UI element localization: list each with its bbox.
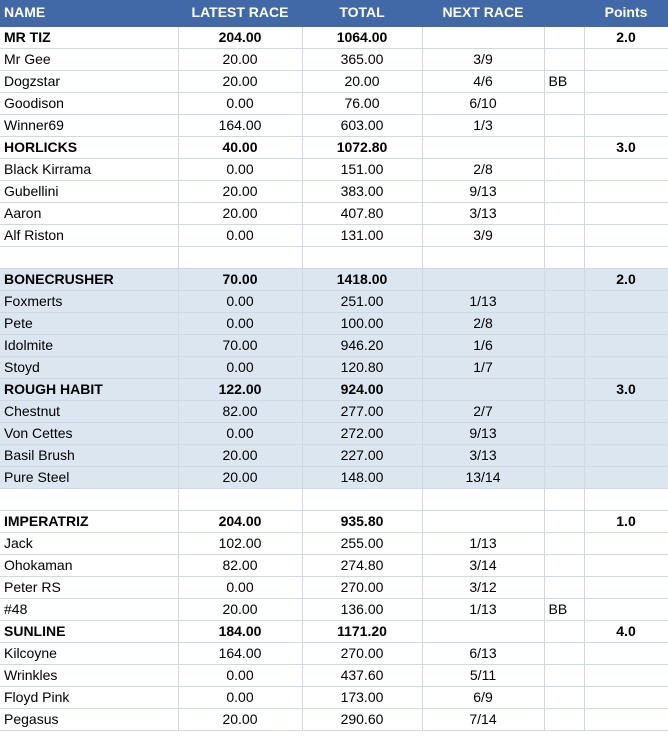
header-name[interactable]: NAME — [0, 0, 178, 26]
cell-points[interactable] — [584, 554, 668, 576]
cell-extra[interactable] — [544, 576, 584, 598]
cell-next-race[interactable] — [422, 268, 544, 290]
header-extra[interactable] — [544, 0, 584, 26]
cell-name[interactable]: Von Cettes — [0, 422, 178, 444]
cell-total[interactable]: 924.00 — [302, 378, 422, 400]
cell-next-race[interactable]: 1/13 — [422, 290, 544, 312]
table-row — [0, 114, 668, 136]
cell-total[interactable]: 1064.00 — [302, 26, 422, 48]
cell-name[interactable]: BONECRUSHER — [0, 268, 178, 290]
cell-points[interactable] — [584, 532, 668, 554]
empty-cell[interactable] — [178, 246, 302, 268]
spacer-row — [0, 246, 668, 268]
cell-latest-race[interactable]: 82.00 — [178, 554, 302, 576]
cell-latest-race[interactable]: 204.00 — [178, 510, 302, 532]
table-row — [0, 158, 668, 180]
cell-name[interactable]: Mr Gee — [0, 48, 178, 70]
cell-latest-race[interactable]: 0.00 — [178, 356, 302, 378]
cell-points[interactable] — [584, 70, 668, 92]
cell-extra[interactable] — [544, 114, 584, 136]
cell-extra[interactable] — [544, 224, 584, 246]
cell-name[interactable]: Basil Brush — [0, 444, 178, 466]
cell-points[interactable]: 3.0 — [584, 136, 668, 158]
cell-extra[interactable] — [544, 26, 584, 48]
empty-cell[interactable] — [544, 246, 584, 268]
cell-points[interactable]: 1.0 — [584, 510, 668, 532]
spacer-row — [0, 488, 668, 510]
cell-next-race[interactable]: 1/13 — [422, 532, 544, 554]
cell-next-race[interactable]: 3/9 — [422, 224, 544, 246]
cell-name[interactable]: Foxmerts — [0, 290, 178, 312]
empty-cell[interactable] — [302, 246, 422, 268]
cell-points[interactable] — [584, 180, 668, 202]
cell-points[interactable] — [584, 334, 668, 356]
cell-latest-race[interactable]: 20.00 — [178, 70, 302, 92]
table-row — [0, 202, 668, 224]
cell-total[interactable]: 383.00 — [302, 180, 422, 202]
cell-total[interactable]: 1171.20 — [302, 620, 422, 642]
table-row — [0, 664, 668, 686]
empty-cell[interactable] — [302, 488, 422, 510]
cell-extra[interactable] — [544, 378, 584, 400]
cell-latest-race[interactable]: 184.00 — [178, 620, 302, 642]
header-row — [0, 0, 668, 26]
cell-latest-race[interactable]: 40.00 — [178, 136, 302, 158]
cell-total[interactable]: 1418.00 — [302, 268, 422, 290]
cell-next-race[interactable]: 3/13 — [422, 202, 544, 224]
cell-latest-race[interactable]: 0.00 — [178, 422, 302, 444]
empty-cell[interactable] — [0, 488, 178, 510]
cell-name[interactable]: Pete — [0, 312, 178, 334]
cell-extra[interactable]: BB — [544, 598, 584, 620]
cell-latest-race[interactable]: 0.00 — [178, 576, 302, 598]
cell-points[interactable] — [584, 290, 668, 312]
cell-extra[interactable] — [544, 290, 584, 312]
cell-name[interactable]: Gubellini — [0, 180, 178, 202]
table-row — [0, 444, 668, 466]
cell-points[interactable] — [584, 708, 668, 730]
cell-next-race[interactable]: 1/6 — [422, 334, 544, 356]
cell-total[interactable]: 131.00 — [302, 224, 422, 246]
empty-cell[interactable] — [584, 488, 668, 510]
cell-next-race[interactable]: 6/10 — [422, 92, 544, 114]
table-row — [0, 576, 668, 598]
cell-total[interactable]: 151.00 — [302, 158, 422, 180]
empty-cell[interactable] — [178, 488, 302, 510]
cell-total[interactable]: 1072.80 — [302, 136, 422, 158]
cell-latest-race[interactable]: 204.00 — [178, 26, 302, 48]
cell-points[interactable] — [584, 224, 668, 246]
header-latest-race[interactable]: LATEST RACE — [178, 0, 302, 26]
table-row — [0, 290, 668, 312]
cell-extra[interactable] — [544, 532, 584, 554]
header-next-race[interactable]: NEXT RACE — [422, 0, 544, 26]
cell-extra[interactable]: BB — [544, 70, 584, 92]
cell-extra[interactable] — [544, 356, 584, 378]
cell-points[interactable]: 3.0 — [584, 378, 668, 400]
cell-next-race[interactable]: 3/12 — [422, 576, 544, 598]
cell-next-race[interactable]: 5/11 — [422, 664, 544, 686]
cell-points[interactable] — [584, 576, 668, 598]
cell-latest-race[interactable]: 122.00 — [178, 378, 302, 400]
group-row — [0, 378, 668, 400]
cell-latest-race[interactable]: 0.00 — [178, 664, 302, 686]
cell-next-race[interactable]: 2/8 — [422, 312, 544, 334]
cell-next-race[interactable]: 1/7 — [422, 356, 544, 378]
cell-total[interactable]: 272.00 — [302, 422, 422, 444]
cell-extra[interactable] — [544, 642, 584, 664]
cell-name[interactable]: SUNLINE — [0, 620, 178, 642]
cell-points[interactable] — [584, 686, 668, 708]
cell-total[interactable]: 277.00 — [302, 400, 422, 422]
cell-total[interactable]: 76.00 — [302, 92, 422, 114]
cell-latest-race[interactable]: 0.00 — [178, 686, 302, 708]
cell-latest-race[interactable]: 164.00 — [178, 642, 302, 664]
cell-latest-race[interactable]: 70.00 — [178, 334, 302, 356]
cell-extra[interactable] — [544, 334, 584, 356]
cell-name[interactable]: Idolmite — [0, 334, 178, 356]
group-row — [0, 26, 668, 48]
cell-points[interactable]: 2.0 — [584, 268, 668, 290]
cell-points[interactable] — [584, 642, 668, 664]
cell-total[interactable]: 100.00 — [302, 312, 422, 334]
cell-name[interactable]: Dogzstar — [0, 70, 178, 92]
table-row — [0, 356, 668, 378]
cell-points[interactable] — [584, 92, 668, 114]
cell-next-race[interactable] — [422, 510, 544, 532]
cell-total[interactable]: 274.80 — [302, 554, 422, 576]
cell-total[interactable]: 270.00 — [302, 642, 422, 664]
cell-points[interactable] — [584, 400, 668, 422]
cell-extra[interactable] — [544, 510, 584, 532]
cell-total[interactable]: 20.00 — [302, 70, 422, 92]
cell-latest-race[interactable]: 0.00 — [178, 312, 302, 334]
table-row — [0, 422, 668, 444]
table-row — [0, 224, 668, 246]
cell-points[interactable]: 2.0 — [584, 26, 668, 48]
cell-points[interactable] — [584, 114, 668, 136]
cell-extra[interactable] — [544, 180, 584, 202]
table-row — [0, 180, 668, 202]
table-row — [0, 70, 668, 92]
cell-latest-race[interactable]: 20.00 — [178, 180, 302, 202]
cell-next-race[interactable] — [422, 620, 544, 642]
cell-total[interactable]: 365.00 — [302, 48, 422, 70]
cell-name[interactable]: Black Kirrama — [0, 158, 178, 180]
cell-latest-race[interactable]: 0.00 — [178, 224, 302, 246]
cell-next-race[interactable]: 3/13 — [422, 444, 544, 466]
cell-points[interactable] — [584, 598, 668, 620]
cell-name[interactable]: HORLICKS — [0, 136, 178, 158]
cell-next-race[interactable]: 3/9 — [422, 48, 544, 70]
cell-name[interactable]: Pure Steel — [0, 466, 178, 488]
cell-extra[interactable] — [544, 92, 584, 114]
cell-name[interactable]: IMPERATRIZ — [0, 510, 178, 532]
cell-extra[interactable] — [544, 686, 584, 708]
cell-name[interactable]: Aaron — [0, 202, 178, 224]
table-row — [0, 312, 668, 334]
cell-extra[interactable] — [544, 554, 584, 576]
cell-total[interactable]: 148.00 — [302, 466, 422, 488]
cell-total[interactable]: 251.00 — [302, 290, 422, 312]
empty-cell[interactable] — [544, 488, 584, 510]
cell-extra[interactable] — [544, 268, 584, 290]
cell-next-race[interactable]: 6/13 — [422, 642, 544, 664]
table-row — [0, 598, 668, 620]
cell-latest-race[interactable]: 20.00 — [178, 708, 302, 730]
group-row — [0, 620, 668, 642]
cell-next-race[interactable]: 7/14 — [422, 708, 544, 730]
table-row — [0, 532, 668, 554]
table-row — [0, 400, 668, 422]
cell-total[interactable]: 935.80 — [302, 510, 422, 532]
cell-total[interactable]: 227.00 — [302, 444, 422, 466]
cell-next-race[interactable] — [422, 378, 544, 400]
table-row — [0, 48, 668, 70]
cell-name[interactable]: Kilcoyne — [0, 642, 178, 664]
cell-name[interactable]: ROUGH HABIT — [0, 378, 178, 400]
cell-next-race[interactable]: 9/13 — [422, 180, 544, 202]
empty-cell[interactable] — [584, 246, 668, 268]
cell-extra[interactable] — [544, 202, 584, 224]
cell-next-race[interactable] — [422, 136, 544, 158]
cell-next-race[interactable]: 1/3 — [422, 114, 544, 136]
cell-extra[interactable] — [544, 444, 584, 466]
cell-extra[interactable] — [544, 312, 584, 334]
cell-next-race[interactable]: 9/13 — [422, 422, 544, 444]
cell-total[interactable]: 136.00 — [302, 598, 422, 620]
cell-extra[interactable] — [544, 400, 584, 422]
cell-next-race[interactable]: 1/13 — [422, 598, 544, 620]
cell-extra[interactable] — [544, 48, 584, 70]
cell-total[interactable]: 603.00 — [302, 114, 422, 136]
cell-next-race[interactable]: 2/7 — [422, 400, 544, 422]
cell-name[interactable]: #48 — [0, 598, 178, 620]
cell-extra[interactable] — [544, 422, 584, 444]
cell-points[interactable] — [584, 312, 668, 334]
cell-name[interactable]: Ohokaman — [0, 554, 178, 576]
cell-points[interactable] — [584, 664, 668, 686]
cell-points[interactable] — [584, 202, 668, 224]
table-row — [0, 92, 668, 114]
cell-next-race[interactable]: 4/6 — [422, 70, 544, 92]
cell-next-race[interactable] — [422, 26, 544, 48]
cell-next-race[interactable]: 3/14 — [422, 554, 544, 576]
cell-extra[interactable] — [544, 620, 584, 642]
cell-latest-race[interactable]: 20.00 — [178, 202, 302, 224]
cell-total[interactable]: 270.00 — [302, 576, 422, 598]
cell-next-race[interactable]: 6/9 — [422, 686, 544, 708]
cell-next-race[interactable]: 13/14 — [422, 466, 544, 488]
cell-name[interactable]: Floyd Pink — [0, 686, 178, 708]
cell-latest-race[interactable]: 20.00 — [178, 466, 302, 488]
cell-points[interactable]: 4.0 — [584, 620, 668, 642]
table-row — [0, 554, 668, 576]
cell-extra[interactable] — [544, 708, 584, 730]
table-row — [0, 334, 668, 356]
cell-name[interactable]: Chestnut — [0, 400, 178, 422]
cell-name[interactable]: Stoyd — [0, 356, 178, 378]
cell-name[interactable]: Winner69 — [0, 114, 178, 136]
cell-points[interactable] — [584, 158, 668, 180]
table-row — [0, 708, 668, 730]
cell-total[interactable]: 407.80 — [302, 202, 422, 224]
cell-latest-race[interactable]: 102.00 — [178, 532, 302, 554]
cell-points[interactable] — [584, 466, 668, 488]
cell-next-race[interactable]: 2/8 — [422, 158, 544, 180]
cell-name[interactable]: Wrinkles — [0, 664, 178, 686]
cell-total[interactable]: 173.00 — [302, 686, 422, 708]
cell-total[interactable]: 290.60 — [302, 708, 422, 730]
cell-points[interactable] — [584, 356, 668, 378]
cell-total[interactable]: 946.20 — [302, 334, 422, 356]
cell-latest-race[interactable]: 82.00 — [178, 400, 302, 422]
cell-latest-race[interactable]: 0.00 — [178, 92, 302, 114]
empty-cell[interactable] — [0, 246, 178, 268]
table-row — [0, 466, 668, 488]
cell-name[interactable]: MR TIZ — [0, 26, 178, 48]
group-row — [0, 136, 668, 158]
cell-latest-race[interactable]: 0.00 — [178, 158, 302, 180]
header-points[interactable]: Points — [584, 0, 668, 26]
cell-points[interactable] — [584, 444, 668, 466]
cell-latest-race[interactable]: 20.00 — [178, 48, 302, 70]
header-total[interactable]: TOTAL — [302, 0, 422, 26]
cell-points[interactable] — [584, 48, 668, 70]
cell-extra[interactable] — [544, 158, 584, 180]
cell-name[interactable]: Jack — [0, 532, 178, 554]
cell-name[interactable]: Pegasus — [0, 708, 178, 730]
cell-latest-race[interactable]: 70.00 — [178, 268, 302, 290]
group-row — [0, 510, 668, 532]
cell-latest-race[interactable]: 20.00 — [178, 598, 302, 620]
table-row — [0, 642, 668, 664]
table-row — [0, 686, 668, 708]
cell-extra[interactable] — [544, 466, 584, 488]
cell-extra[interactable] — [544, 136, 584, 158]
cell-total[interactable]: 437.60 — [302, 664, 422, 686]
cell-name[interactable]: Goodison — [0, 92, 178, 114]
cell-name[interactable]: Peter RS — [0, 576, 178, 598]
cell-total[interactable]: 120.80 — [302, 356, 422, 378]
cell-points[interactable] — [584, 422, 668, 444]
cell-name[interactable]: Alf Riston — [0, 224, 178, 246]
cell-latest-race[interactable]: 0.00 — [178, 290, 302, 312]
empty-cell[interactable] — [422, 488, 544, 510]
empty-cell[interactable] — [422, 246, 544, 268]
cell-latest-race[interactable]: 164.00 — [178, 114, 302, 136]
cell-total[interactable]: 255.00 — [302, 532, 422, 554]
cell-extra[interactable] — [544, 664, 584, 686]
group-row — [0, 268, 668, 290]
cell-latest-race[interactable]: 20.00 — [178, 444, 302, 466]
